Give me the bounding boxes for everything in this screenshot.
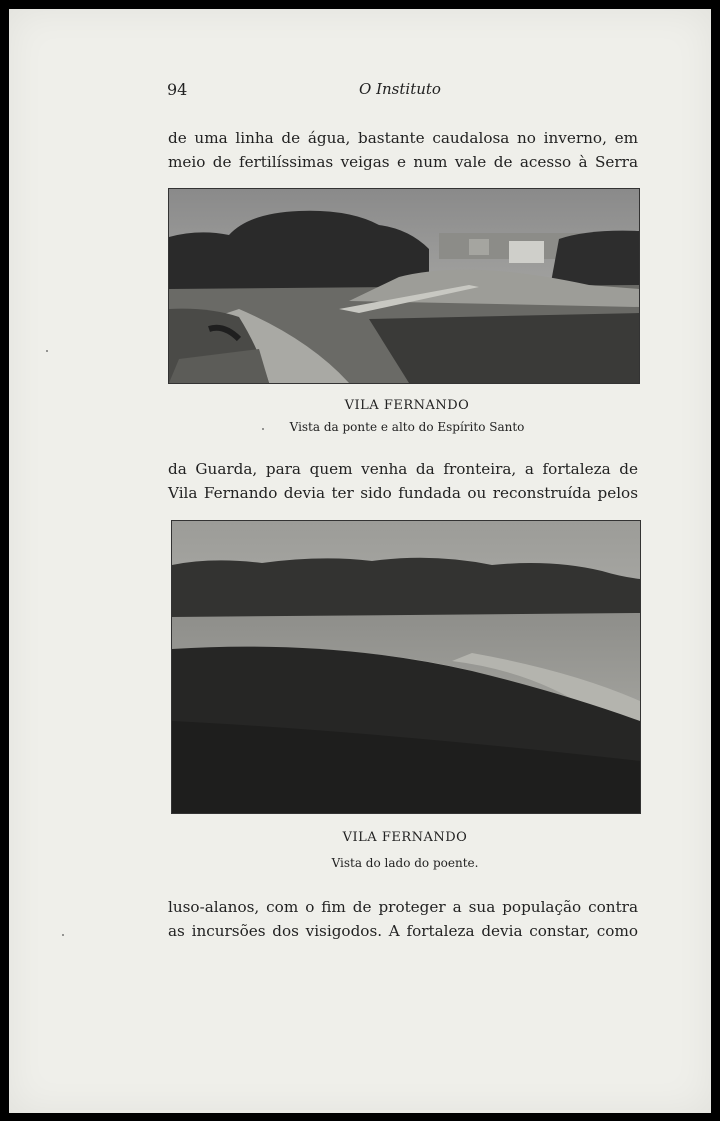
photo-west-view [171,520,641,814]
paper-speck [46,350,48,352]
figure-1-title: VILA FERNANDO [344,398,470,413]
photo-bridge-view [168,188,640,384]
text-line: as incursões dos visigodos. A fortaleza devia constar, como [168,922,638,940]
text-line: Vila Fernando devia ter sido fundada ou reconstruída pelos [168,484,638,502]
figure-1-caption: Vista da ponte e alto do Espírito Santo [289,420,525,434]
text-line: de uma linha de água, bastante caudalosa no inverno, em [168,129,638,147]
page-number: 94 [167,80,188,99]
text-line: meio de fertilíssimas veigas e num vale de acesso à Serra [168,153,638,171]
text-line: luso-alanos, com o fim de proteger a sua população contra [168,898,638,916]
running-title: O Instituto [359,80,441,98]
photo-bridge-drawing [169,189,639,383]
figure-2-caption: Vista do lado do poente. [331,856,479,870]
paper-speck [262,428,264,430]
paper-speck [62,934,64,936]
photo-west-drawing [172,521,640,813]
figure-2-title: VILA FERNANDO [342,830,468,845]
paragraph-3 [168,895,638,943]
text-line: da Guarda, para quem venha da fronteira, a fortaleza de [168,460,638,478]
paragraph-1 [168,126,638,174]
paragraph-2 [168,457,638,505]
